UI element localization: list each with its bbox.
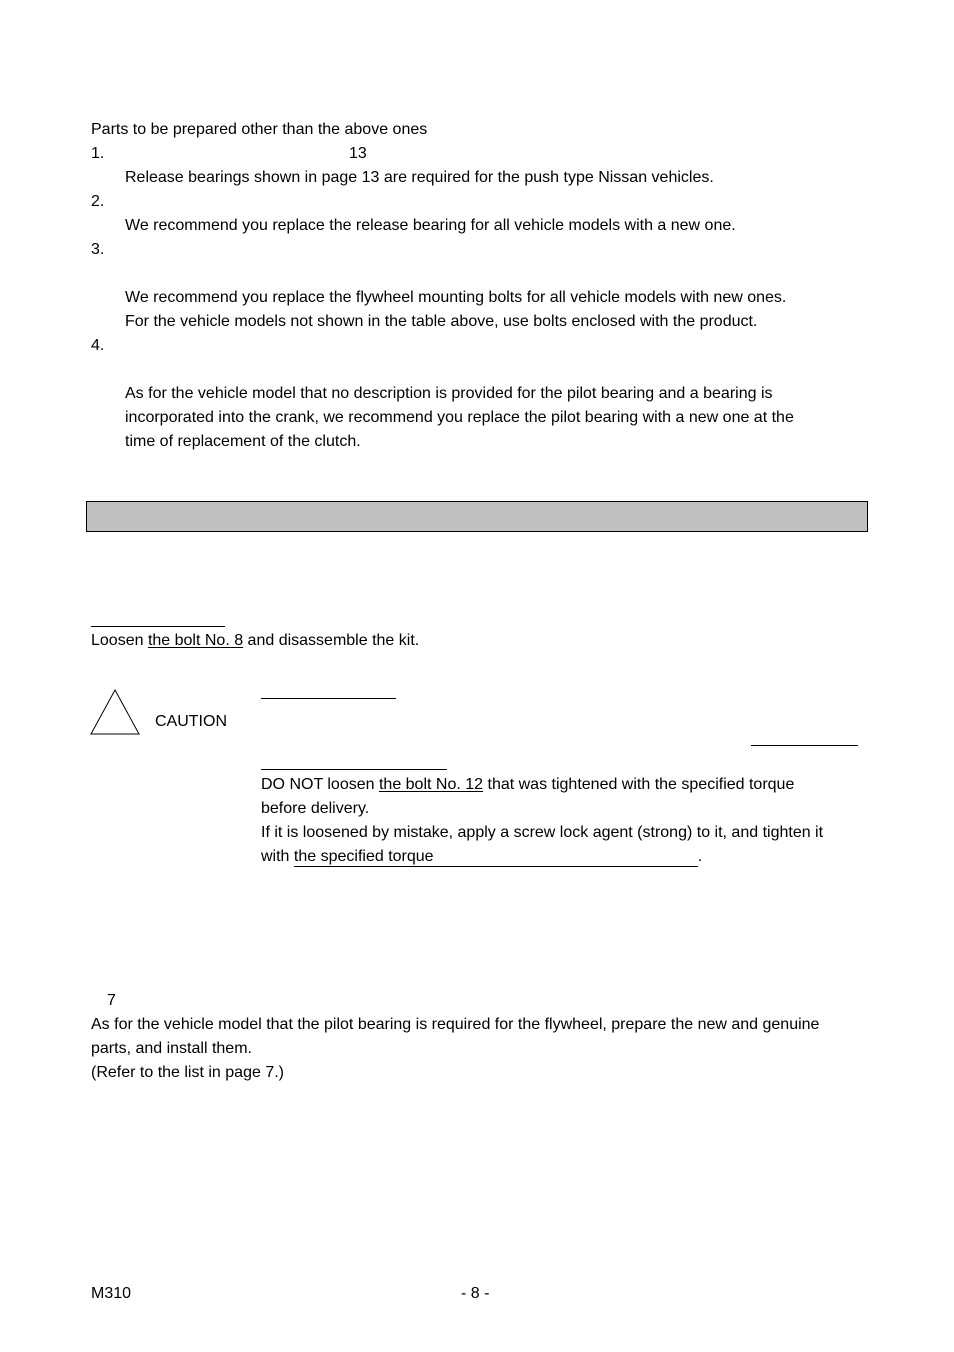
- section-heading-band: [86, 501, 868, 532]
- caution-text-part: .: [697, 848, 703, 865]
- step-text: Loosen: [91, 632, 148, 649]
- bolt-link[interactable]: the bolt No. 12: [378, 776, 484, 793]
- underline-rule: [91, 626, 225, 627]
- item-text: Release bearings shown in page 13 are required for the push type Nissan vehicles.: [125, 169, 714, 186]
- item-text: As for the vehicle model that no description is provided for the pilot bearing and a bearing is: [125, 385, 773, 402]
- item-number: 1.: [91, 145, 105, 162]
- item-number: 2.: [91, 193, 105, 210]
- underline-rule: [261, 698, 396, 699]
- step-text: and disassemble the kit.: [243, 632, 420, 649]
- step-instruction: [91, 629, 419, 653]
- torque-link[interactable]: [294, 847, 698, 867]
- caution-text: before delivery.: [261, 800, 370, 817]
- torque-link-text: the specified torque: [293, 848, 434, 865]
- caution-text: If it is loosened by mistake, apply a screw lock agent (strong) to it, and tighten it: [261, 824, 824, 841]
- step-text: (Refer to the list in page 7.): [91, 1064, 284, 1081]
- parts-heading: Parts to be prepared other than the above ones: [91, 121, 428, 138]
- item-text: We recommend you replace the flywheel mounting bolts for all vehicle models with new ones.: [125, 289, 787, 306]
- step-text: As for the vehicle model that the pilot bearing is required for the flywheel, prepare the new and genuine: [91, 1016, 820, 1033]
- item-text: We recommend you replace the release bearing for all vehicle models with a new one.: [125, 217, 736, 234]
- item-number: 3.: [91, 241, 105, 258]
- step-number: 7: [107, 992, 116, 1009]
- underline-rule: [261, 769, 447, 770]
- page-reference: 13: [349, 145, 367, 162]
- item-text: incorporated into the crank, we recommend you replace the pilot bearing with a new one at the: [125, 409, 794, 426]
- item-text: For the vehicle models not shown in the table above, use bolts enclosed with the product.: [125, 313, 758, 330]
- caution-text: [261, 773, 794, 797]
- caution-text-part: with: [261, 848, 294, 865]
- page-number: - 8 -: [461, 1285, 490, 1302]
- step-text: parts, and install them.: [91, 1040, 252, 1057]
- caution-text-part: DO NOT loosen: [261, 776, 379, 793]
- document-code: M310: [91, 1285, 132, 1302]
- caution-text: [261, 845, 702, 869]
- bolt-link[interactable]: the bolt No. 8: [147, 632, 244, 649]
- caution-label: CAUTION: [155, 713, 227, 730]
- underline-rule: [751, 745, 858, 746]
- item-text: time of replacement of the clutch.: [125, 433, 361, 450]
- item-number: 4.: [91, 337, 105, 354]
- caution-text-part: that was tightened with the specified torque: [483, 776, 795, 793]
- warning-triangle-icon: [90, 689, 140, 735]
